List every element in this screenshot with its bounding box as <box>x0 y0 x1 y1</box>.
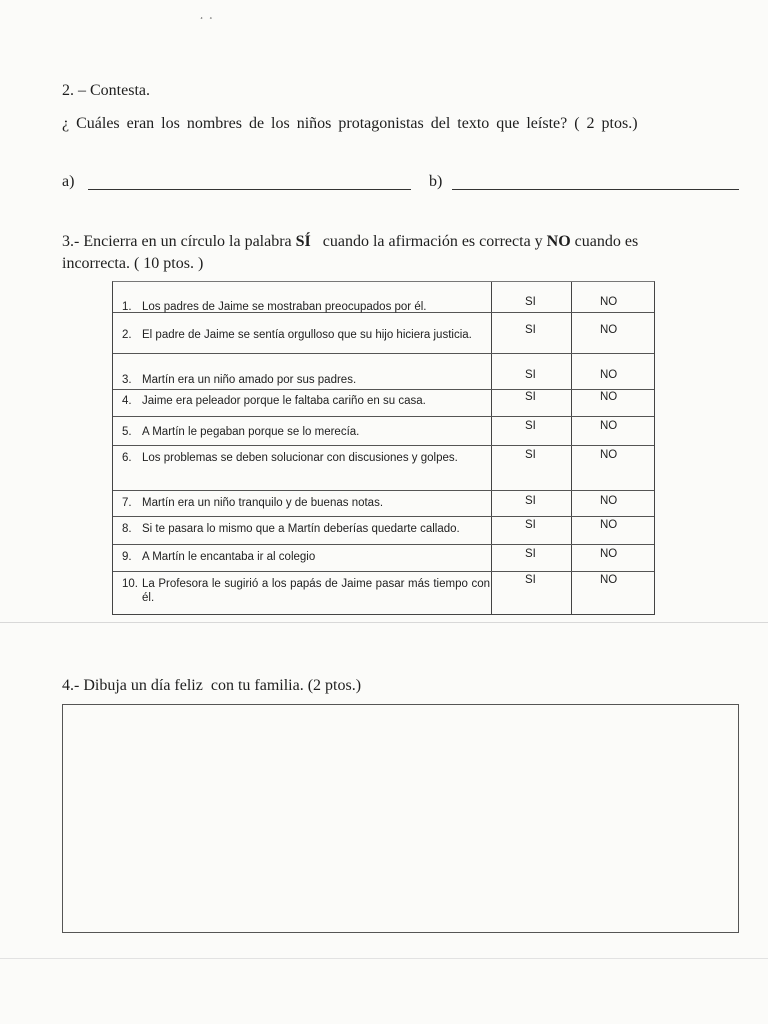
option-si[interactable]: SI <box>525 369 536 381</box>
statement <box>122 577 490 605</box>
section-2-heading: 2. – Contesta. <box>62 82 150 99</box>
option-si[interactable]: SI <box>525 495 536 507</box>
statement <box>122 425 490 439</box>
answer-b-line[interactable] <box>452 189 739 190</box>
statement <box>122 550 490 564</box>
section-3-heading-line2: incorrecta. ( 10 ptos. ) <box>62 255 204 272</box>
statement <box>122 328 490 342</box>
statement <box>122 373 490 387</box>
option-si[interactable]: SI <box>525 519 536 531</box>
statement-text: A Martín le encantaba ir al colegio <box>142 551 316 563</box>
drawing-box[interactable] <box>62 704 739 933</box>
option-si[interactable]: SI <box>525 548 536 560</box>
option-si[interactable]: SI <box>525 449 536 461</box>
statement <box>122 451 490 465</box>
scan-fold-line <box>0 622 768 623</box>
table-row <box>113 545 654 572</box>
option-no[interactable]: NO <box>600 548 618 560</box>
table-row <box>113 313 654 354</box>
option-no[interactable]: NO <box>600 369 618 381</box>
statement-number: 10. <box>122 578 138 590</box>
table-row <box>113 390 654 417</box>
option-no[interactable]: NO <box>600 449 618 461</box>
statement-text: La Profesora le sugirió a los papás de Jaime pasar más tiempo con él. <box>142 578 490 604</box>
table-row <box>113 354 654 390</box>
option-no[interactable]: NO <box>600 324 618 336</box>
statement-text: Martín era un niño amado por sus padres. <box>142 374 357 386</box>
section-2-question: ¿ Cuáles eran los nombres de los niños protagonistas del texto que leíste? ( 2 ptos.) <box>62 115 638 132</box>
option-no[interactable]: NO <box>600 391 618 403</box>
option-no[interactable]: NO <box>600 420 618 432</box>
statement-number: 9. <box>122 551 132 563</box>
table-row <box>113 491 654 517</box>
option-no[interactable]: NO <box>600 296 618 308</box>
statement-number: 4. <box>122 395 132 407</box>
table-row <box>113 417 654 446</box>
option-no[interactable]: NO <box>600 574 618 586</box>
answer-a-label: a) <box>62 173 75 190</box>
scan-fold-line <box>0 958 768 959</box>
true-false-table <box>112 281 655 615</box>
statement <box>122 300 490 314</box>
statement-text: Si te pasara lo mismo que a Martín deberías quedarte callado. <box>142 523 460 535</box>
section-3-heading-suffix: cuando es <box>570 233 639 250</box>
section-3-heading-si: SÍ <box>295 233 311 250</box>
option-si[interactable]: SI <box>525 574 536 586</box>
section-3-heading-no: NO <box>546 233 571 250</box>
statement <box>122 522 490 536</box>
statement-number: 5. <box>122 426 132 438</box>
table-row <box>113 572 654 616</box>
statement-number: 8. <box>122 523 132 535</box>
statement-text: Los problemas se deben solucionar con discusiones y golpes. <box>142 452 458 464</box>
statement-number: 2. <box>122 329 132 341</box>
statement-number: 7. <box>122 497 132 509</box>
statement-text: Martín era un niño tranquilo y de buenas notas. <box>142 497 384 509</box>
statement-text: El padre de Jaime se sentía orgulloso que su hijo hiciera justicia. <box>142 329 472 341</box>
statement <box>122 394 490 408</box>
statement-number: 1. <box>122 301 132 313</box>
statement <box>122 496 490 510</box>
section-4-heading: 4.- Dibuja un día feliz con tu familia. (2 ptos.) <box>62 677 362 694</box>
section-3-heading <box>62 233 638 251</box>
option-si[interactable]: SI <box>525 420 536 432</box>
section-3-heading-middle: cuando la afirmación es correcta y <box>310 233 547 250</box>
statement-number: 3. <box>122 374 132 386</box>
table-row <box>113 282 654 313</box>
scan-speck: ¸ ¸ <box>200 9 215 19</box>
option-no[interactable]: NO <box>600 495 618 507</box>
option-si[interactable]: SI <box>525 324 536 336</box>
table-row <box>113 517 654 545</box>
option-si[interactable]: SI <box>525 296 536 308</box>
answer-a-line[interactable] <box>88 189 411 190</box>
statement-text: A Martín le pegaban porque se lo merecía. <box>142 426 360 438</box>
statement-number: 6. <box>122 452 132 464</box>
answer-b-label: b) <box>429 173 443 190</box>
table-row <box>113 446 654 491</box>
section-3-heading-prefix: 3.- Encierra en un círculo la palabra <box>62 233 296 250</box>
option-no[interactable]: NO <box>600 519 618 531</box>
option-si[interactable]: SI <box>525 391 536 403</box>
statement-text: Los padres de Jaime se mostraban preocupados por él. <box>142 301 427 313</box>
statement-text: Jaime era peleador porque le faltaba cariño en su casa. <box>142 395 426 407</box>
